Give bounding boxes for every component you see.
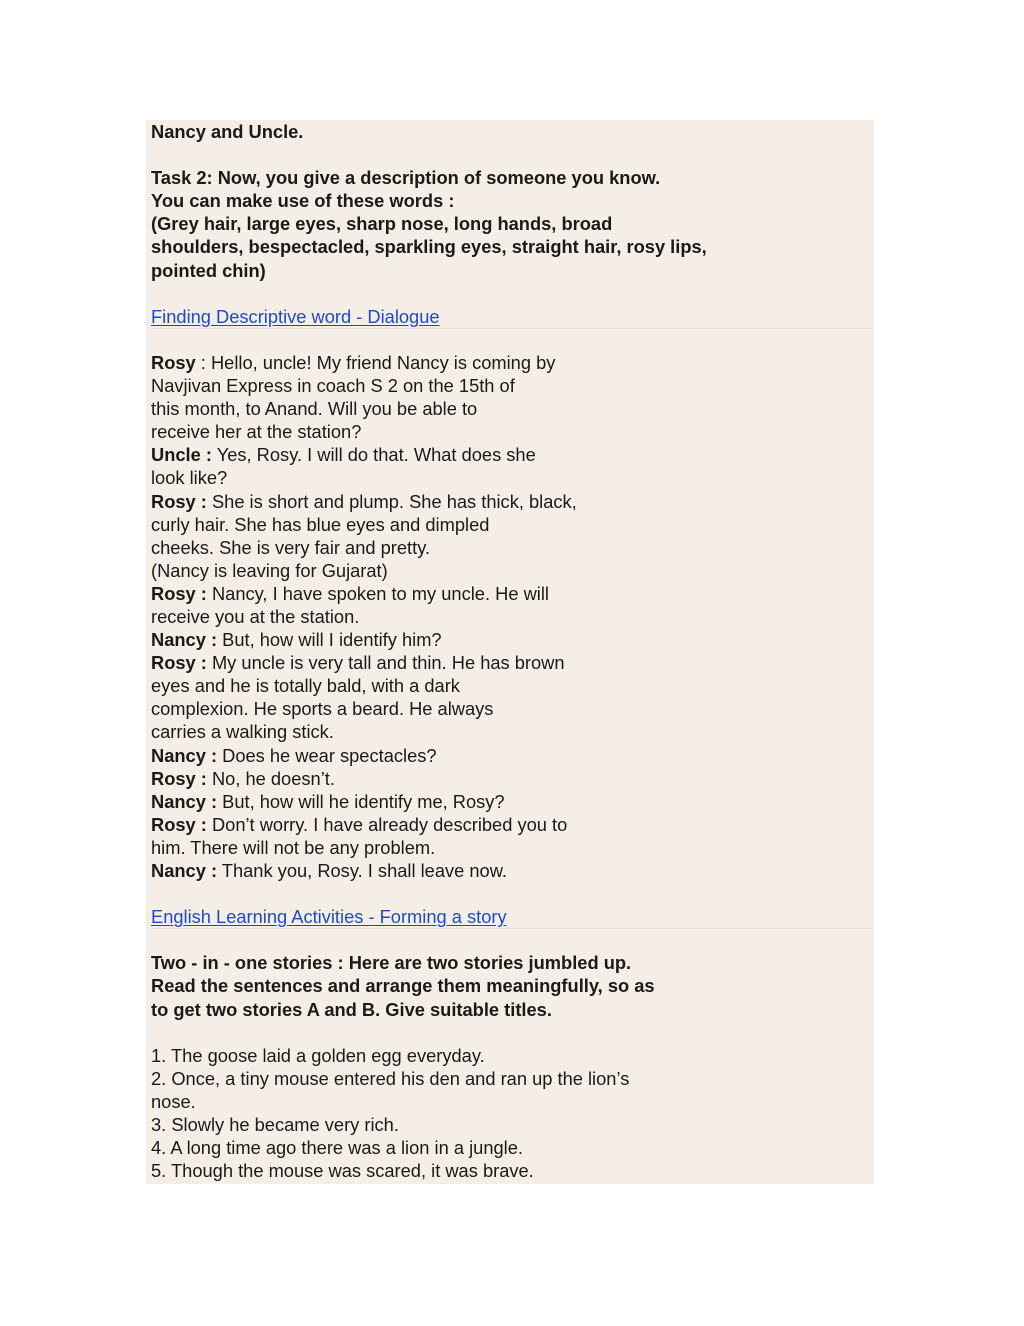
dialogue-text: look like? <box>151 467 228 489</box>
speaker-name: Nancy : <box>151 744 218 766</box>
dialogue-line <box>151 767 867 790</box>
sentence-item: 4. A long time ago there was a lion in a jungle. <box>151 1137 523 1159</box>
dialogue-line <box>151 536 867 559</box>
sentence-item: nose. <box>151 1090 196 1112</box>
dialogue-text: Nancy, I have spoken to my uncle. He will <box>206 582 549 604</box>
dialogue-line <box>151 697 867 720</box>
speaker-name: Rosy : <box>151 652 207 674</box>
dialogue-text: curly hair. She has blue eyes and dimpled <box>151 513 490 535</box>
dialogue-line <box>151 813 867 836</box>
sentence-item: 1. The goose laid a golden egg everyday. <box>151 1044 485 1066</box>
dialogue-line <box>151 790 867 813</box>
divider <box>151 328 873 329</box>
speaker-name: Rosy : <box>151 582 207 604</box>
dialogue-line <box>151 836 867 859</box>
dialogue-text: But, how will he identify me, Rosy? <box>217 790 505 812</box>
instruction-line: to get two stories A and B. Give suitable titles. <box>151 998 552 1020</box>
dialogue-line <box>151 466 867 489</box>
dialogue-text: carries a walking stick. <box>151 721 334 743</box>
task2-line: (Grey hair, large eyes, sharp nose, long hands, broad <box>151 213 613 235</box>
dialogue-line <box>151 720 867 743</box>
speaker-name: Nancy : <box>151 860 218 881</box>
dialogue-text: My uncle is very tall and thin. He has brown <box>206 652 565 674</box>
instruction-line: Two - in - one stories : Here are two stories jumbled up. <box>151 952 632 974</box>
heading: Nancy and Uncle. <box>151 121 304 142</box>
dialogue-line <box>151 374 867 397</box>
dialogue-text: cheeks. She is very fair and pretty. <box>151 536 431 558</box>
task2-line: shoulders, bespectacled, sparkling eyes, straight hair, rosy lips, <box>151 236 707 258</box>
english-learning-activities-link[interactable]: English Learning Activities - Forming a story <box>151 906 507 928</box>
dialogue-text: him. There will not be any problem. <box>151 836 436 858</box>
instruction-line: Read the sentences and arrange them meaningfully, so as <box>151 975 655 997</box>
dialogue-text: eyes and he is totally bald, with a dark <box>151 675 460 697</box>
dialogue-text: Navjivan Express in coach S 2 on the 15th of <box>151 375 515 397</box>
dialogue-line <box>151 397 867 420</box>
sentences-list <box>151 1044 867 1183</box>
dialogue-line <box>151 605 867 628</box>
dialogue-text: No, he doesn’t. <box>206 767 335 789</box>
sentence-item: 5. Though the mouse was scared, it was brave. <box>151 1160 534 1182</box>
dialogue-line <box>151 628 867 651</box>
dialogue-line <box>151 443 867 466</box>
dialogue-text: receive you at the station. <box>151 605 360 627</box>
dialogue-line <box>151 490 867 513</box>
dialogue-text: But, how will I identify him? <box>217 629 442 651</box>
finding-descriptive-word-link[interactable]: Finding Descriptive word - Dialogue <box>151 305 440 327</box>
dialogue-line <box>151 420 867 443</box>
speaker-name: Rosy <box>151 351 196 373</box>
dialogue-block <box>151 351 867 882</box>
instructions-block <box>151 951 867 1020</box>
speaker-name: Uncle : <box>151 444 212 466</box>
dialogue-line <box>151 513 867 536</box>
dialogue-line <box>151 674 867 697</box>
dialogue-line <box>151 859 867 882</box>
dialogue-text: She is short and plump. She has thick, black, <box>206 490 577 512</box>
link-row <box>151 305 867 328</box>
speaker-name: Nancy : <box>151 790 218 812</box>
dialogue-text: Thank you, Rosy. I shall leave now. <box>217 860 507 881</box>
dialogue-text: receive her at the station? <box>151 421 362 443</box>
task2-line: You can make use of these words : <box>151 190 455 212</box>
dialogue-line <box>151 582 867 605</box>
dialogue-line <box>151 351 867 374</box>
dialogue-text: Does he wear spectacles? <box>217 744 437 766</box>
speaker-name: Rosy : <box>151 813 207 835</box>
document-content <box>151 120 867 1182</box>
dialogue-line <box>151 744 867 767</box>
sentence-item: 2. Once, a tiny mouse entered his den and ran up the lion’s <box>151 1067 630 1089</box>
dialogue-text: Don’t worry. I have already described you to <box>206 813 568 835</box>
dialogue-line <box>151 651 867 674</box>
dialogue-text: (Nancy is leaving for Gujarat) <box>151 559 388 581</box>
task2-line: Task 2: Now, you give a description of someone you know. <box>151 167 661 189</box>
task2-line: pointed chin) <box>151 259 266 281</box>
speaker-name: Rosy : <box>151 490 207 512</box>
task2-block <box>151 166 867 281</box>
speaker-name: Nancy : <box>151 629 218 651</box>
link-row <box>151 905 867 928</box>
dialogue-text: this month, to Anand. Will you be able to <box>151 398 478 420</box>
dialogue-text: complexion. He sports a beard. He always <box>151 698 494 720</box>
speaker-name: Rosy : <box>151 767 207 789</box>
sentence-item: 3. Slowly he became very rich. <box>151 1114 399 1136</box>
divider <box>151 928 873 929</box>
dialogue-text: : Hello, uncle! My friend Nancy is coming by <box>195 351 556 373</box>
dialogue-text: Yes, Rosy. I will do that. What does she <box>211 444 536 466</box>
dialogue-line <box>151 559 867 582</box>
